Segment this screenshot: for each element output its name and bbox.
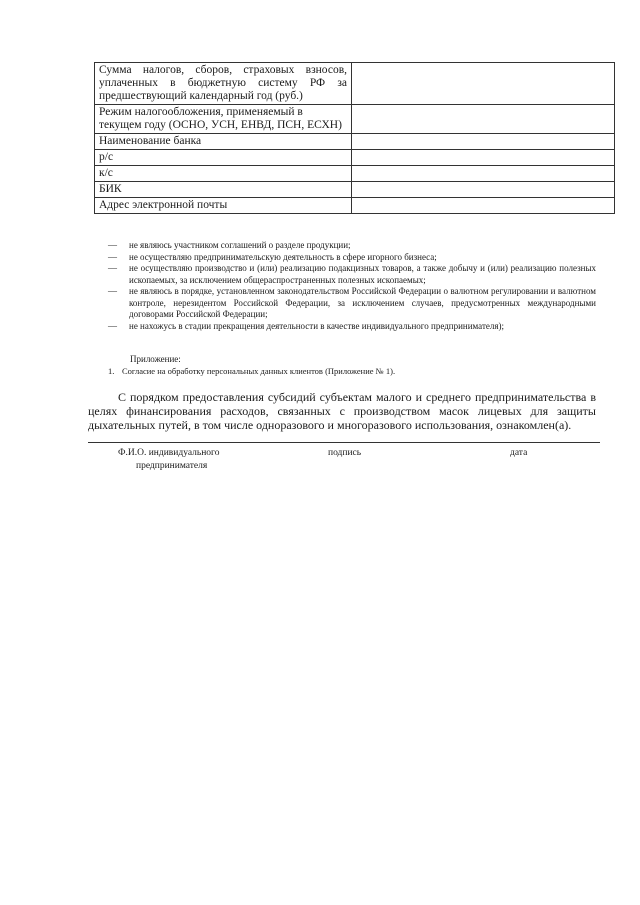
- bank-name-label: Наименование банка: [95, 134, 352, 150]
- dash-marker: —: [108, 263, 117, 273]
- annex-item-text: Согласие на обработку персональных данных клиентов (Приложение № 1).: [122, 366, 396, 376]
- declaration-text: не осуществляю предпринимательскую деятельность в сфере игорного бизнеса;: [129, 251, 437, 262]
- signature-line: [88, 442, 600, 443]
- declaration-text: не являюсь участником соглашений о разделе продукции;: [129, 240, 351, 250]
- declaration-text: не нахожусь в стадии прекращения деятельности в качестве индивидуального предпринимателя);: [129, 320, 504, 331]
- table-row: [95, 198, 615, 214]
- list-item: [108, 321, 596, 333]
- table-row: [95, 105, 615, 134]
- table-row: [95, 182, 615, 198]
- list-item: [108, 263, 596, 286]
- tax-regime-value: [352, 105, 615, 134]
- table-row: [95, 134, 615, 150]
- email-label: Адрес электронной почты: [95, 198, 352, 214]
- annex-item-number: 1.: [108, 366, 115, 376]
- table-row: [95, 166, 615, 182]
- taxes-paid-label: Сумма налогов, сборов, страховых взносов, уплаченных в бюджетную систему РФ за предшествующий календарный год (руб.): [95, 63, 352, 105]
- email-value: [352, 198, 615, 214]
- annex-item: [108, 366, 395, 376]
- correspondent-account-value: [352, 166, 615, 182]
- tax-regime-label: Режим налогообложения, применяемый в текущем году (ОСНО, УСН, ЕНВД, ПСН, ЕСХН): [95, 105, 352, 134]
- settlement-account-label: р/с: [95, 150, 352, 166]
- dash-marker: —: [108, 240, 117, 250]
- list-item: [108, 252, 596, 264]
- declaration-text: не являюсь в порядке, установленном законодательством Российской Федерации о валютном регулировании и валютном контроле, нерезидентом Российской Федерации, за исключением случаев, предусмотренных международными договорами Российской Федерации;: [129, 286, 596, 319]
- list-item: [108, 286, 596, 321]
- dash-marker: —: [108, 251, 117, 262]
- table-row: [95, 150, 615, 166]
- dash-marker: —: [108, 286, 117, 296]
- bik-value: [352, 182, 615, 198]
- signature-caption: подпись: [328, 448, 362, 458]
- entrepreneur-info-table: [94, 62, 615, 214]
- date-caption: дата: [510, 448, 528, 458]
- list-item: [108, 240, 596, 252]
- declarations-list: [108, 240, 596, 332]
- dash-marker: —: [108, 320, 117, 331]
- correspondent-account-label: к/с: [95, 166, 352, 182]
- settlement-account-value: [352, 150, 615, 166]
- fio-caption-line2: предпринимателя: [136, 461, 208, 471]
- fio-caption: [118, 447, 219, 473]
- declaration-text: не осуществляю производство и (или) реализацию подакцизных товаров, а также добычу и (или) реализацию полезных ископаемых, за исключением общераспространенных полезных ископаемых;: [129, 263, 596, 285]
- fio-caption-line1: Ф.И.О. индивидуального: [118, 448, 220, 458]
- table-row: [95, 63, 615, 105]
- acknowledgement-paragraph: С порядком предоставления субсидий субъектам малого и среднего предпринимательства в целях финансирования расходов, связанных с производством масок лицевых для защиты дыхательных путей, в том числе одноразового и многоразового использования, ознакомлен(а).: [88, 390, 596, 432]
- bik-label: БИК: [95, 182, 352, 198]
- annex-title: Приложение:: [130, 354, 181, 364]
- bank-name-value: [352, 134, 615, 150]
- taxes-paid-value: [352, 63, 615, 105]
